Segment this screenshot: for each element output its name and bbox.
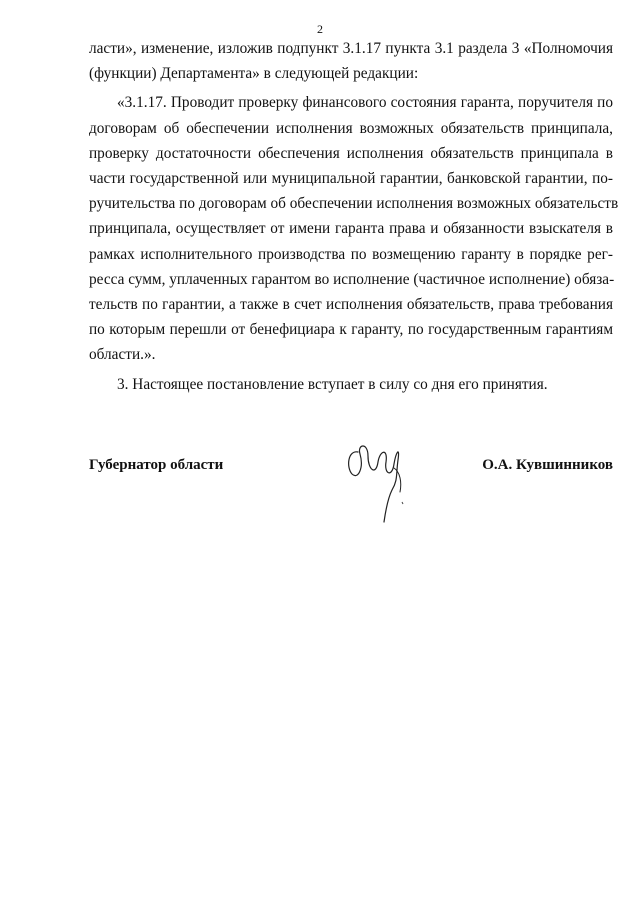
text-line: «3.1.17. Проводит проверку финансового состояния гаранта, поручителя по bbox=[117, 94, 613, 112]
handwritten-signature bbox=[338, 432, 418, 527]
text-line: договорам об обеспечении исполнения возможных обязательств принципала, bbox=[89, 119, 613, 137]
page-number: 2 bbox=[317, 22, 323, 36]
text-line: (функции) Департамента» в следующей редакции: bbox=[89, 65, 419, 83]
text-line: ласти», изменение, изложив подпункт 3.1.17 пункта 3.1 раздела 3 «Полномочия bbox=[89, 40, 613, 57]
text-line: по которым перешли от бенефициара к гаранту, по государственным гарантиям bbox=[89, 321, 613, 339]
text-line: области.». bbox=[89, 346, 156, 364]
paragraph bbox=[89, 90, 619, 367]
text-line: проверку достаточности обеспечения исполнения обязательств принципала в bbox=[89, 144, 613, 162]
text-line: принципала, осуществляет от имени гаранта права и обязанности взыскателя в bbox=[89, 220, 613, 238]
text-line: рамках исполнительного производства по возмещению гаранту в порядке рег- bbox=[89, 245, 613, 263]
paragraph bbox=[89, 36, 613, 86]
text-line: ручительства по договорам об обеспечении исполнения возможных обязательств bbox=[89, 195, 619, 213]
document-body bbox=[89, 36, 619, 397]
text-line: ресса сумм, уплаченных гарантом во исполнение (частичное исполнение) обяза- bbox=[89, 270, 615, 288]
signatory-name: О.А. Кувшинников bbox=[482, 457, 613, 473]
paragraph bbox=[89, 372, 613, 397]
signatory-title: Губернатор области bbox=[89, 457, 224, 473]
text-line: тельств по гарантии, а также в счет исполнения обязательств, права требования bbox=[89, 296, 613, 314]
text-line: части государственной или муниципальной гарантии, банковской гарантии, по- bbox=[89, 170, 613, 188]
text-line: 3. Настоящее постановление вступает в силу со дня его принятия. bbox=[117, 375, 548, 393]
